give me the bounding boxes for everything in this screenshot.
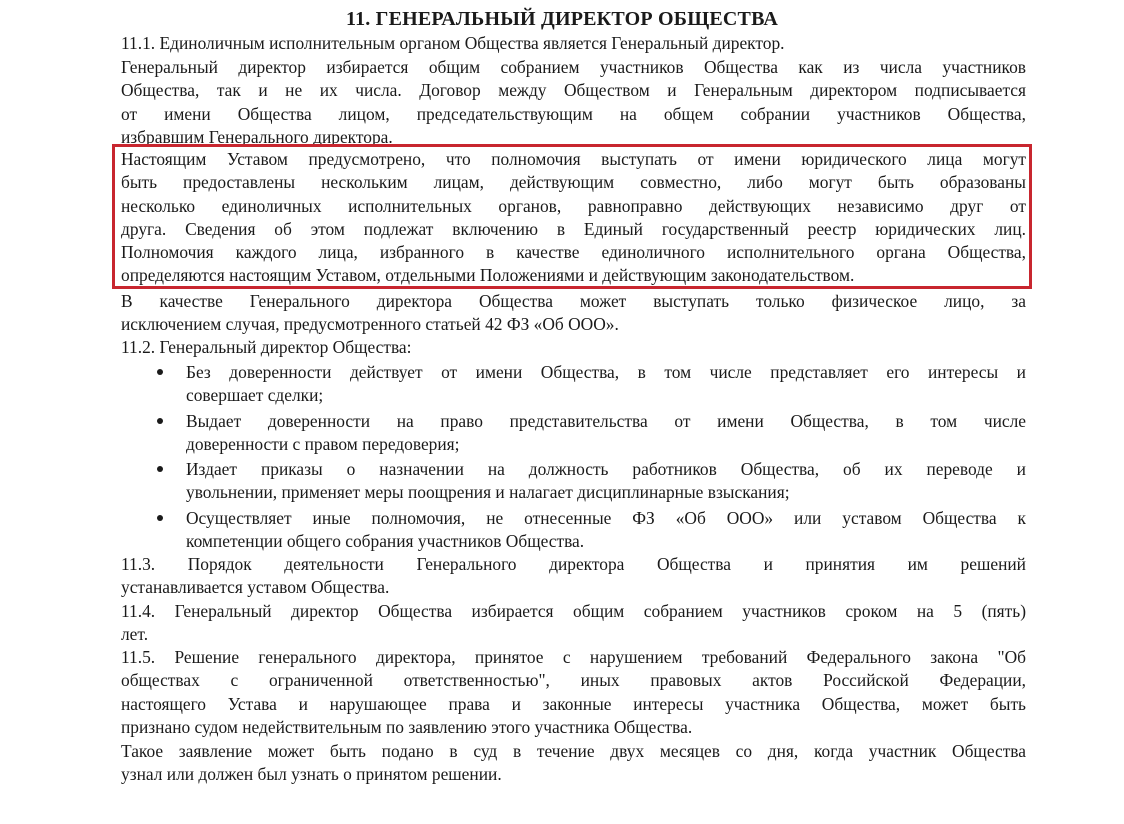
text-line: друга. Сведения об этом подлежат включению в Единый государственный реестр юридических лиц. <box>121 218 1026 239</box>
bullet-item <box>186 361 1026 408</box>
bullet-item <box>186 410 1026 457</box>
paragraph-11-3 <box>121 553 1026 600</box>
text-line: 11.3. Порядок деятельности Генерального директора Общества и принятия им решений <box>121 554 1026 574</box>
text-line: Общества, так и не их числа. Договор между Обществом и Генеральным директором подписывается <box>121 80 1026 101</box>
text-line: от имени Общества лицом, председательствующим на общем собрании участников Общества, <box>121 103 1026 124</box>
text-line: Осуществляет иные полномочия, не отнесенные ФЗ «Об ООО» или уставом Общества к <box>186 508 1026 528</box>
highlighted-paragraph <box>121 148 1026 288</box>
text-line: настоящего Устава и нарушающее права и законные интересы участника Общества, может быть <box>121 693 1026 714</box>
text-line: устанавливается уставом Общества. <box>121 577 390 598</box>
paragraph-11-1 <box>121 32 1026 55</box>
paragraph-11-2 <box>121 336 1026 359</box>
bullet-icon <box>157 369 163 375</box>
text-line: увольнении, применяет меры поощрения и налагает дисциплинарные взыскания; <box>186 482 790 503</box>
text-line: Издает приказы о назначении на должность работников Общества, об их переводе и <box>186 459 1026 479</box>
text-line: 11.2. Генеральный директор Общества: <box>121 337 412 357</box>
section-title: 11. ГЕНЕРАЛЬНЫЙ ДИРЕКТОР ОБЩЕСТВА <box>345 8 779 30</box>
text-line: исключением случая, предусмотренного статьей 42 ФЗ «Об ООО». <box>121 314 619 335</box>
text-line: Полномочия каждого лица, избранного в качестве единоличного исполнительного органа Общества, <box>121 242 1026 263</box>
paragraph-11-5 <box>121 646 1026 739</box>
text-line: быть предоставлены нескольким лицам, действующим совместно, либо могут быть образованы <box>121 172 1026 193</box>
text-line: доверенности с правом передоверия; <box>186 434 460 455</box>
text-line: 11.5. Решение генерального директора, принятое с нарушением требований Федерального закона "Об <box>121 647 1026 667</box>
bullet-icon <box>157 418 163 424</box>
bullet-icon <box>157 515 163 521</box>
paragraph-application-to-court <box>121 740 1026 787</box>
text-line: избравшим Генерального директора. <box>121 126 393 147</box>
text-line: Такое заявление может быть подано в суд в течение двух месяцев со дня, когда участник Общества <box>121 741 1026 761</box>
bullet-item <box>186 458 1026 505</box>
text-line: Настоящим Уставом предусмотрено, что полномочия выступать от имени юридического лица могут <box>121 149 1026 169</box>
text-line: Без доверенности действует от имени Общества, в том числе представляет его интересы и <box>186 362 1026 382</box>
text-line: узнал или должен был узнать о принятом решении. <box>121 764 502 785</box>
paragraph-general-director-election <box>121 56 1026 149</box>
paragraph-11-4 <box>121 600 1026 647</box>
text-line: определяются настоящим Уставом, отдельными Положениями и действующим законодательством. <box>121 265 855 286</box>
text-line: Генеральный директор избирается общим собранием участников Общества как из числа участников <box>121 57 1026 77</box>
text-line: несколько единоличных исполнительных органов, равноправно действующих независимо друг от <box>121 195 1026 216</box>
paragraph-physical-person <box>121 290 1026 337</box>
text-line: признано судом недействительным по заявлению этого участника Общества. <box>121 716 693 737</box>
text-line: компетенции общего собрания участников Общества. <box>186 531 585 552</box>
text-line: 11.4. Генеральный директор Общества избирается общим собранием участников сроком на 5 (пять) <box>121 601 1026 621</box>
text-line: совершает сделки; <box>186 385 324 406</box>
text-line: обществах с ограниченной ответственностью", иных правовых актов Российской Федерации, <box>121 670 1026 691</box>
text-line: 11.1. Единоличным исполнительным органом Общества является Генеральный директор. <box>121 33 785 53</box>
text-line: В качестве Генерального директора Общества может выступать только физическое лицо, за <box>121 291 1026 311</box>
text-line: Выдает доверенности на право представительства от имени Общества, в том числе <box>186 411 1026 431</box>
bullet-item <box>186 507 1026 554</box>
bullet-icon <box>157 466 163 472</box>
text-line: лет. <box>121 624 149 645</box>
